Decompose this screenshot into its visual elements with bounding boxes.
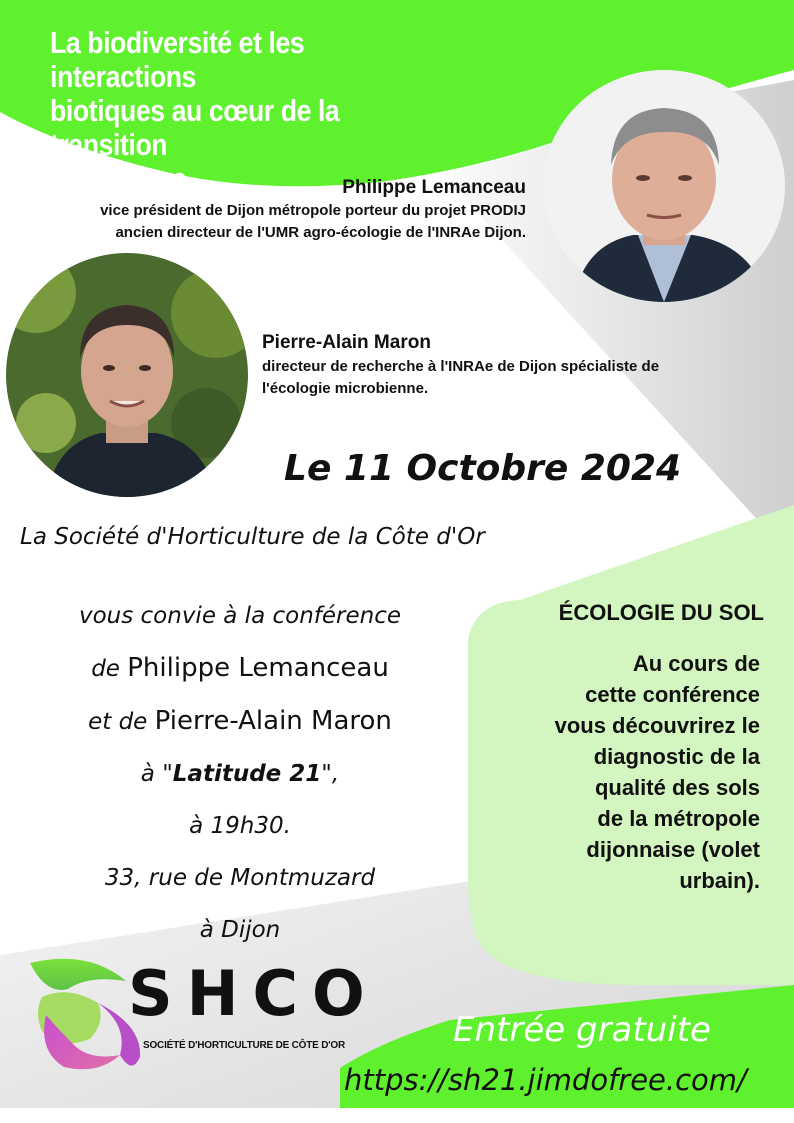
speaker2-block	[262, 330, 762, 400]
invite-line	[30, 748, 450, 800]
speaker1-role-line: ancien directeur de l'UMR agro-écologie de l'INRAe Dijon.	[115, 224, 526, 241]
title-line: La biodiversité et les interactions	[50, 25, 305, 94]
eco-line: vous découvrirez le	[554, 713, 760, 738]
speaker1-role-line: vice président de Dijon métropole porteur du projet PRODIJ	[100, 202, 526, 219]
speaker1-name: Philippe Lemanceau	[342, 177, 526, 198]
society-name: La Société d'Horticulture de la Côte d'Or	[20, 524, 485, 550]
speaker2-role-line: directeur de recherche à l'INRAe de Dijon spécialiste de	[262, 358, 660, 375]
eco-line: cette conférence	[585, 682, 760, 707]
title-line: biotiques au cœur de la transition	[50, 93, 340, 162]
invitation-block	[30, 590, 450, 956]
invite-prefix: de	[91, 656, 128, 682]
speaker2-name-invite: Pierre-Alain Maron	[154, 706, 392, 736]
event-date: Le 11 Octobre 2024	[284, 448, 682, 489]
logo-subtitle: SOCIÉTÉ D'HORTICULTURE DE CÔTE D'OR	[143, 1040, 346, 1051]
invite-prefix: et de	[88, 709, 155, 735]
eco-description	[500, 648, 760, 896]
title-line: écologique	[50, 161, 187, 196]
invite-line	[30, 642, 450, 695]
eco-title: ÉCOLOGIE DU SOL	[558, 600, 764, 625]
eco-line: urbain).	[679, 868, 760, 893]
speaker2-name: Pierre-Alain Maron	[262, 332, 431, 353]
invite-line	[30, 695, 450, 748]
invite-prefix: à "	[140, 761, 173, 787]
portrait-pierre-alain-maron	[6, 253, 248, 497]
free-entry-label: Entrée gratuite	[453, 1010, 711, 1050]
invite-line: vous convie à la conférence	[78, 603, 402, 629]
invite-suffix: ",	[321, 761, 340, 787]
eco-line: dijonnaise (volet	[586, 837, 760, 862]
portrait-philippe-lemanceau	[543, 70, 785, 302]
eco-line: qualité des sols	[594, 775, 760, 800]
speaker2-role-line: l'écologie microbienne.	[262, 380, 429, 397]
conference-title	[50, 26, 454, 196]
event-city: à Dijon	[199, 917, 281, 943]
venue-name: Latitude 21	[172, 761, 322, 787]
speaker1-block	[100, 176, 526, 244]
event-address: 33, rue de Montmuzard	[104, 865, 376, 891]
eco-line: de la métropole	[597, 806, 760, 831]
event-time: à 19h30.	[189, 813, 291, 839]
logo-wordmark: SHCO	[128, 957, 379, 1030]
speaker1-name-invite: Philippe Lemanceau	[127, 653, 389, 683]
eco-line: diagnostic de la	[593, 744, 760, 769]
website-link[interactable]: https://sh21.jimdofree.com/	[344, 1063, 747, 1097]
eco-line: Au cours de	[632, 651, 760, 676]
